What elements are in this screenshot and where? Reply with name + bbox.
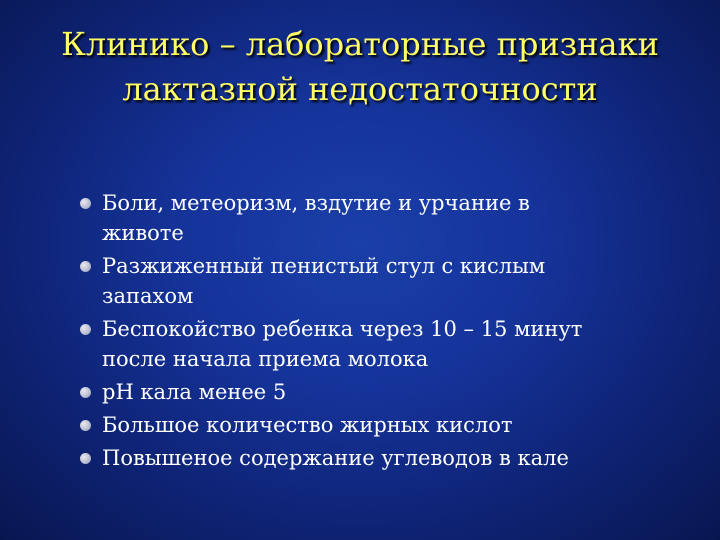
bullet-item xyxy=(80,314,700,374)
bullet-text-line: рН кала менее 5 xyxy=(102,380,287,404)
bullet-icon xyxy=(80,198,91,209)
bullet-text-line: после начала приема молока xyxy=(102,347,429,371)
bullet-text-line: Разжиженный пенистый стул с кислым xyxy=(102,254,546,278)
bullet-text-line: Большое количество жирных кислот xyxy=(102,413,513,437)
bullet-text-line: Боли, метеоризм, вздутие и урчание в xyxy=(102,191,530,215)
bullet-text-line: запахом xyxy=(102,284,194,308)
slide-title xyxy=(20,22,700,112)
bullet-text-line: животе xyxy=(102,221,184,245)
bullet-text-line: Беспокойство ребенка через 10 – 15 минут xyxy=(102,317,583,341)
bullet-icon xyxy=(80,324,91,335)
bullet-icon xyxy=(80,420,91,431)
title-line-1: Клинико – лабораторные признаки xyxy=(61,25,659,63)
bullet-item xyxy=(80,188,700,248)
bullet-icon xyxy=(80,453,91,464)
bullet-item xyxy=(80,251,700,311)
bullet-icon xyxy=(80,387,91,398)
bullet-icon xyxy=(80,261,91,272)
bullet-text-line: Повышеное содержание углеводов в кале xyxy=(102,446,569,470)
bullet-item xyxy=(80,443,700,473)
bullet-list xyxy=(80,188,700,476)
bullet-item xyxy=(80,410,700,440)
title-line-2: лактазной недостаточности xyxy=(122,70,598,108)
bullet-item xyxy=(80,377,700,407)
